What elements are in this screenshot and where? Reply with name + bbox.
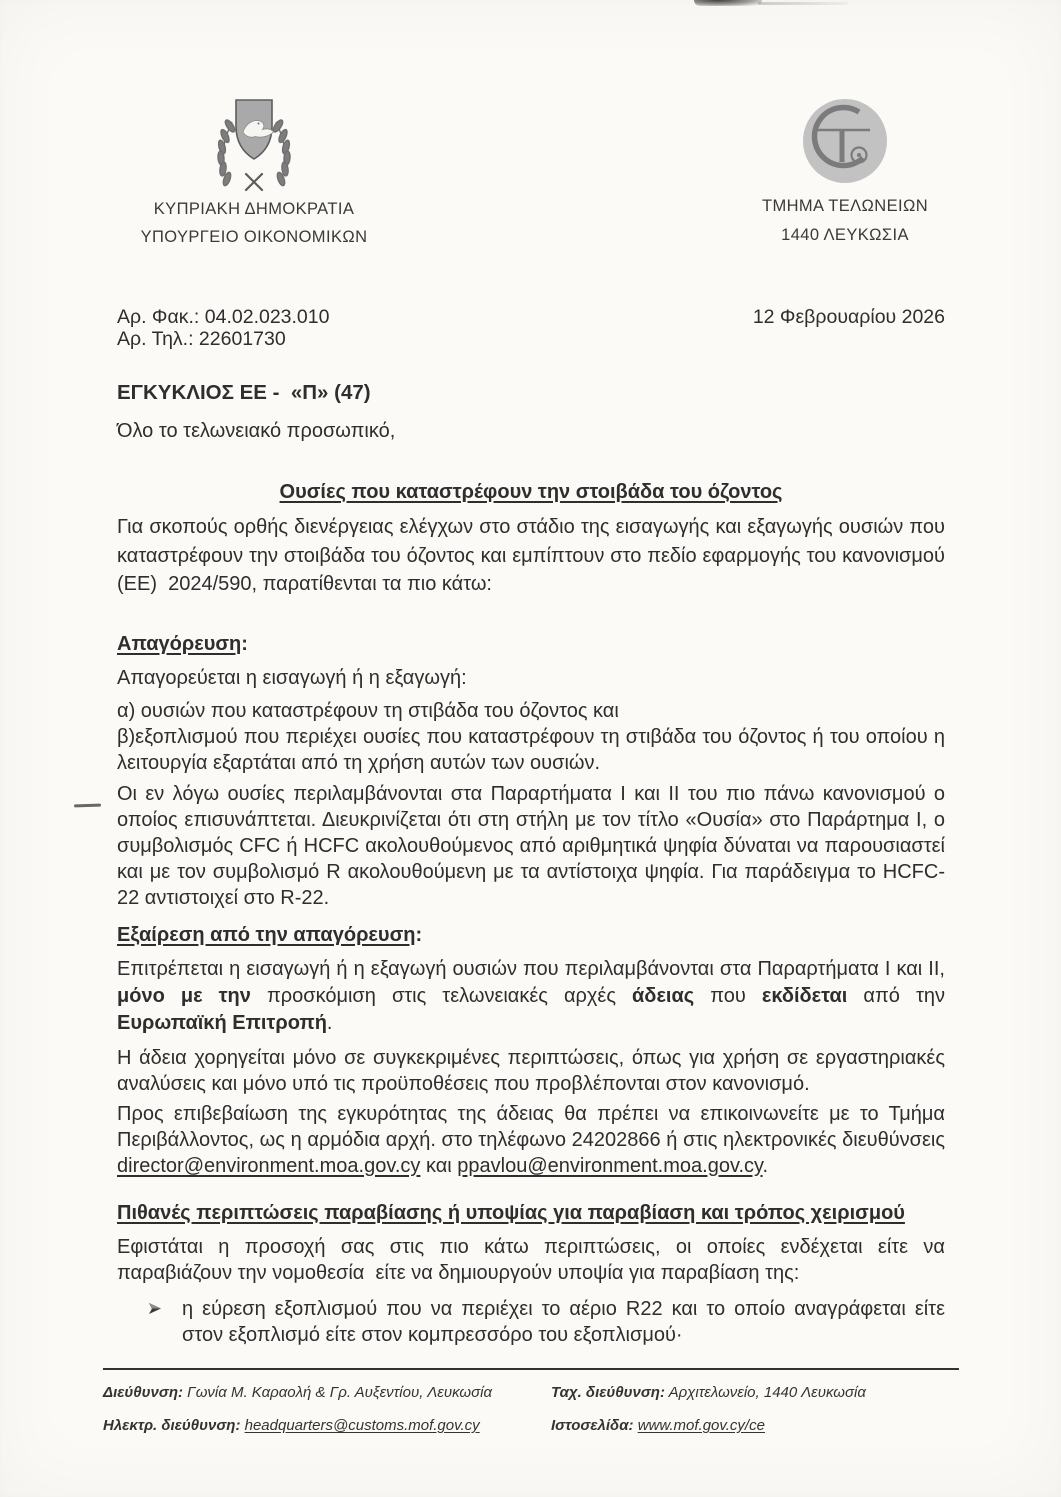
footer-email <box>103 1416 551 1436</box>
prohibition-item-a: α) ουσιών που καταστρέφουν τη στιβάδα του όζοντος και <box>117 699 619 722</box>
footer-address-value: Γωνία Μ. Καραολή & Γρ. Αυξεντίου, Λευκωσία <box>182 1384 493 1401</box>
footer-postal <box>551 1383 959 1403</box>
letter-footer <box>103 1368 959 1436</box>
text-segment: από την <box>863 984 957 1007</box>
margin-dash-mark <box>74 804 101 808</box>
section-exception-heading-colon: : <box>415 923 423 946</box>
footer-website-link[interactable]: www.mof.gov.cy/ce <box>637 1417 765 1434</box>
text-segment: που <box>710 984 762 1007</box>
text-segment: προσκόμιση στις τελωνειακές αρχές <box>266 984 633 1007</box>
prohibition-lead: Απαγορεύεται η εισαγωγή ή η εξαγωγή: <box>117 666 467 689</box>
intro-paragraph: Για σκοπούς ορθής διενέργειας ελέγχων στο στάδιο της εισαγωγής και εξαγωγής ουσιών που καταστρέφουν την στοιβάδα του όζοντος και εμπίπτουν στο πεδίο εφαρμογής του κανονισμού (ΕΕ) 2024/590, παρατίθενται τα πιο κάτω: <box>117 516 951 595</box>
annex-note-paragraph: Οι εν λόγω ουσίες περιλαμβάνονται στα Παραρτήματα Ι και ΙΙ του πιο πάνω κανονισμού ο οποίος επισυνάπτεται. Διευκρινίζεται ότι στη στήλη με τον τίτλο «Ουσία» στο Παράρτημα Ι, ο συμβολισμός CFC ή HCFC ακολουθούμενος από αριθμητικά ψηφία δύναται να παρουσιαστεί και με τον συμβολισμό R ακολουθούμενη με τα αντίστοιχα ψηφία. Για παράδειγμα το HCFC-22 αντιστοιχεί στο R-22. <box>117 782 951 909</box>
email-ppavlou-link[interactable]: ppavlou@environment.moa.gov.cy <box>457 1154 763 1177</box>
prohibition-item-b: β)εξοπλισμού που περιέχει ουσίες που καταστρέφουν τη στιβάδα του όζοντος ή του οποίου η λειτουργία εξαρτάται από τη χρήση αυτών των ουσιών. <box>117 725 951 774</box>
text-segment: εκδίδεται <box>761 984 864 1007</box>
file-number: Αρ. Φακ.: 04.02.023.010 <box>117 306 330 328</box>
subject-title-text: Ουσίες που καταστρέφουν την στοιβάδα του όζοντος <box>279 481 783 503</box>
section-prohibition-heading <box>117 633 945 656</box>
header-right <box>742 98 948 245</box>
prohibition-items <box>117 698 951 776</box>
letter-date: 12 Φεβρουαρίου 2026 <box>752 306 945 328</box>
text-segment: και <box>420 1154 458 1177</box>
section-prohibition-heading-text: Απαγόρευση <box>117 632 242 655</box>
email-director-link[interactable]: director@environment.moa.gov.cy <box>117 1154 421 1177</box>
footer-postal-label: Ταχ. διεύθυνση: <box>551 1384 665 1401</box>
department-postal: 1440 ΛΕΥΚΩΣΙΑ <box>781 226 909 244</box>
header-left <box>128 92 380 247</box>
ministry-title: ΥΠΟΥΡΓΕΙΟ ΟΙΚΟΝΟΜΙΚΩΝ <box>140 228 368 246</box>
text-segment: μόνο με την <box>117 984 267 1007</box>
footer-email-label: Ηλεκτρ. διεύθυνση: <box>103 1417 241 1434</box>
exception-permitted-paragraph <box>117 956 957 1037</box>
text-segment: Ευρωπαϊκή Επιτροπή <box>117 1011 327 1034</box>
violation-bullet-item <box>148 1296 951 1348</box>
department-title: ΤΜΗΜΑ ΤΕΛΩΝΕΙΩΝ <box>761 197 929 215</box>
customs-department-seal-icon <box>802 98 888 184</box>
section-exception-heading <box>117 924 945 947</box>
exception-verify-paragraph <box>117 1101 951 1179</box>
circular-heading: ΕΓΚΥΚΛΙΟΣ ΕΕ - «Π» (47) <box>117 381 371 404</box>
section-exception-heading-text: Εξαίρεση από την απαγόρευση <box>117 923 416 946</box>
republic-title: ΚΥΠΡΙΑΚΗ ΔΗΜΟΚΡΑΤΙΑ <box>153 200 355 218</box>
footer-address <box>103 1383 551 1403</box>
violations-lead: Εφιστάται η προσοχή σας στις πιο κάτω περιπτώσεις, οι οποίες ενδέχεται είτε να παραβιάζουν την νομοθεσία είτε να δημιουργούν υποψία για παραβίαση της: <box>117 1235 951 1284</box>
exception-grant-paragraph: Η άδεια χορηγείται μόνο σε συγκεκριμένες περιπτώσεις, όπως για χρήση σε εργαστηριακές αναλύσεις και μόνο υπό τις προϋποθέσεις που προβλέπονται στον κανονισμό. <box>117 1046 951 1095</box>
footer-postal-value: Αρχιτελωνείο, 1440 Λευκωσία <box>664 1384 866 1401</box>
subject-title <box>117 481 945 504</box>
footer-website <box>551 1416 959 1436</box>
text-segment: Επιτρέπεται η εισαγωγή ή η εξαγωγή ουσιών που περιλαμβάνονται στα Παραρτήματα Ι και ΙΙ, <box>117 957 951 980</box>
bullet-arrow-icon <box>148 1296 182 1348</box>
footer-email-link[interactable]: headquarters@customs.mof.gov.cy <box>244 1417 480 1434</box>
text-segment: Προς επιβεβαίωση της εγκυρότητας της άδειας θα πρέπει να επικοινωνείτε με το Τμήμα Περιβάλλοντος, ως η αρμόδια αρχή. στο τηλέφωνο 24202866 ή στις ηλεκτρονικές διευθύνσεις <box>117 1102 951 1151</box>
violation-bullet-text: η εύρεση εξοπλισμού που να περιέχει το αέριο R22 και το οποίο αναγράφεται είτε στον εξοπλισμό είτε στον κομπρεσσόρο του εξοπλισμού· <box>182 1297 951 1346</box>
letter-body <box>117 306 957 1348</box>
addressee-line: Όλο το τελωνειακό προσωπικό, <box>117 420 396 442</box>
scan-streak-artifact <box>758 2 848 5</box>
reference-row <box>117 306 945 350</box>
section-violations-heading-text: Πιθανές περιπτώσεις παραβίασης ή υποψίας για παραβίαση και τρόπος χειρισμού <box>117 1201 905 1224</box>
scan-smudge-artifact <box>694 0 762 6</box>
text-segment: . <box>762 1154 769 1177</box>
section-violations-heading <box>117 1202 945 1225</box>
text-segment: άδειας <box>632 984 711 1007</box>
tel-number: Αρ. Τηλ.: 22601730 <box>117 328 286 350</box>
footer-address-label: Διεύθυνση: <box>103 1384 183 1401</box>
cyprus-coat-of-arms-icon <box>206 92 302 194</box>
footer-website-label: Ιστοσελίδα: <box>551 1417 634 1434</box>
reference-numbers <box>117 306 329 350</box>
text-segment: . <box>326 1011 333 1034</box>
section-prohibition-heading-colon: : <box>241 632 248 655</box>
